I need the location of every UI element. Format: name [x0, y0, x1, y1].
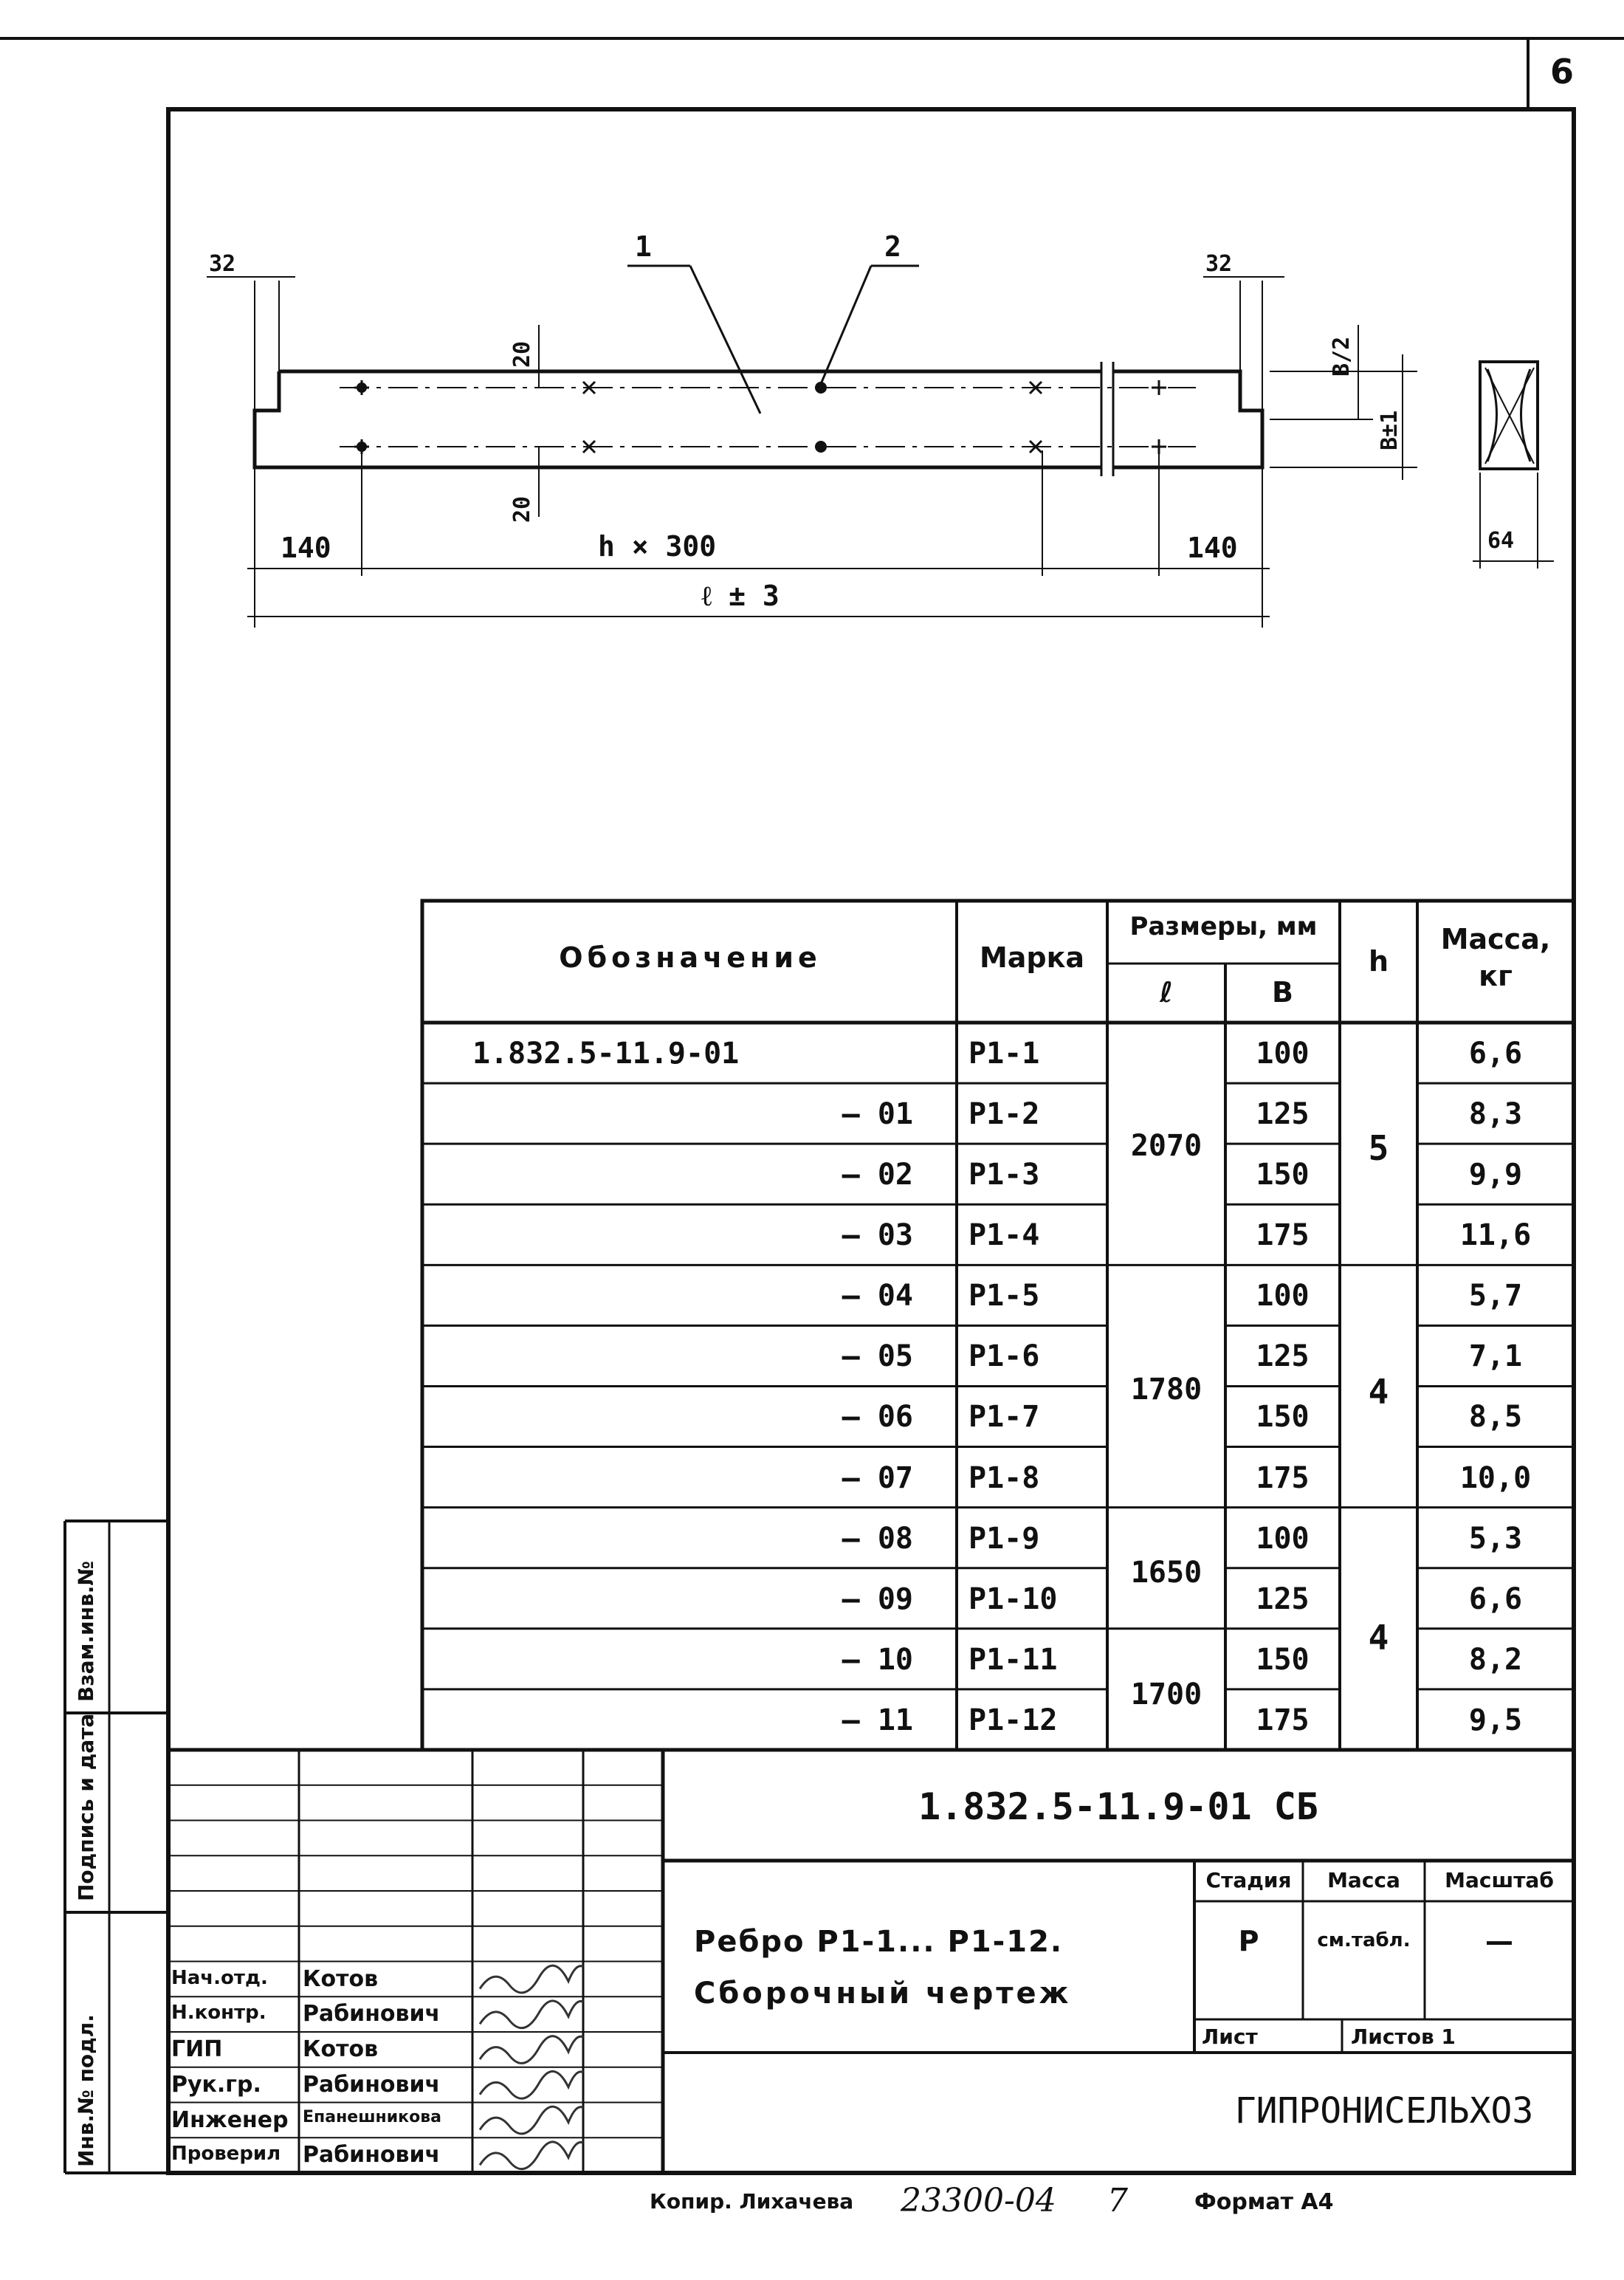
- drawing-title-line2: Сборочный чертеж: [694, 1977, 1072, 2011]
- organization: ГИПРОНИСЕЛЬХОЗ: [1234, 2090, 1534, 2132]
- footer-sheet: 7: [1107, 2182, 1128, 2219]
- drawing-title-line1: Ребро Р1-1... Р1-12.: [694, 1925, 1064, 1959]
- signer-name: Котов: [303, 1965, 379, 1992]
- header-sizes: Размеры, мм: [1129, 912, 1318, 941]
- mass-label: Масса: [1327, 1868, 1400, 1892]
- row-mark: Р1-11: [968, 1642, 1058, 1677]
- side-label-podpis: Подпись и дата: [74, 1713, 98, 1901]
- l-group-1: 2070: [1130, 1129, 1202, 1163]
- row-b: 150: [1256, 1642, 1310, 1677]
- footer-copied: Копир. Лихачева: [650, 2189, 854, 2214]
- row-mark: Р1-12: [968, 1703, 1058, 1737]
- stage-value: Р: [1238, 1925, 1259, 1957]
- dim-thickness: 64: [1487, 528, 1515, 554]
- row-mark: Р1-2: [968, 1097, 1040, 1132]
- row-designation: — 01: [842, 1097, 913, 1132]
- callout-1: 1: [635, 230, 652, 263]
- h-group-3: 4: [1368, 1618, 1389, 1658]
- l-group-4: 1700: [1130, 1678, 1202, 1711]
- signer-name: Рабинович: [303, 2001, 441, 2027]
- row-designation: — 11: [842, 1703, 913, 1737]
- header-mark: Марка: [979, 941, 1085, 974]
- header-b: В: [1272, 976, 1293, 1009]
- row-b: 125: [1256, 1339, 1310, 1374]
- row-mark: Р1-5: [968, 1279, 1040, 1314]
- callout-2: 2: [884, 230, 901, 263]
- row-mark: Р1-8: [968, 1460, 1040, 1495]
- row-b: 125: [1256, 1097, 1310, 1132]
- dim-hole-bottom: 20: [509, 495, 535, 523]
- header-l: ℓ: [1160, 976, 1173, 1009]
- row-mark: Р1-1: [968, 1037, 1040, 1071]
- l-group-2: 1780: [1130, 1373, 1202, 1407]
- row-b: 175: [1256, 1703, 1310, 1737]
- row-mass: 5,3: [1468, 1521, 1523, 1556]
- row-designation: — 03: [842, 1218, 913, 1253]
- dim-right-offset: 140: [1187, 532, 1238, 564]
- signer-role: Рук.гр.: [171, 2071, 261, 2098]
- signer-name: Епанешникова: [303, 2107, 441, 2126]
- scale-label: Масштаб: [1445, 1868, 1554, 1892]
- row-designation: — 09: [842, 1582, 913, 1616]
- row-designation: — 06: [842, 1400, 913, 1435]
- h-group-1: 5: [1368, 1128, 1389, 1168]
- signer-name: Котов: [303, 2036, 379, 2062]
- mass-value: см.табл.: [1317, 1929, 1411, 1951]
- signer-name: Рабинович: [303, 2142, 441, 2169]
- row-b: 175: [1256, 1460, 1310, 1495]
- row-mass: 11,6: [1459, 1218, 1532, 1253]
- dim-end-right: 32: [1205, 251, 1233, 277]
- row-b: 100: [1256, 1279, 1310, 1314]
- row-b: 100: [1256, 1521, 1310, 1556]
- header-h: h: [1368, 945, 1389, 978]
- row-mark: Р1-6: [968, 1339, 1040, 1374]
- row-mark: Р1-7: [968, 1400, 1040, 1435]
- row-b: 125: [1256, 1582, 1310, 1616]
- signer-role: Проверил: [171, 2143, 281, 2166]
- row-mark: Р1-9: [968, 1521, 1040, 1556]
- row-mass: 6,6: [1468, 1582, 1523, 1616]
- stage-label: Стадия: [1205, 1868, 1292, 1892]
- dim-left-offset: 140: [281, 532, 331, 564]
- dim-hole-top: 20: [509, 340, 535, 368]
- signer-name: Рабинович: [303, 2071, 441, 2098]
- footer-order: 23300-04: [901, 2182, 1056, 2219]
- side-label-vzam: Взам.инв.№: [74, 1560, 98, 1702]
- row-mass: 5,7: [1468, 1279, 1523, 1314]
- signer-role: Нач.отд.: [171, 1966, 268, 1989]
- signer-role: Инженер: [171, 2106, 289, 2133]
- header-mass-unit: кг: [1479, 960, 1513, 992]
- row-mass: 7,1: [1468, 1339, 1523, 1374]
- row-designation: — 10: [842, 1642, 913, 1677]
- sheets-label: Листов 1: [1351, 2025, 1456, 2049]
- row-designation: 1.832.5-11.9-01: [472, 1037, 740, 1071]
- row-designation: — 02: [842, 1158, 913, 1192]
- dim-length: ℓ ± 3: [701, 580, 780, 612]
- row-mass: 10,0: [1459, 1460, 1532, 1495]
- footer-format: Формат А4: [1194, 2189, 1334, 2215]
- row-b: 100: [1256, 1037, 1310, 1071]
- l-group-3: 1650: [1130, 1556, 1202, 1590]
- row-designation: — 07: [842, 1460, 913, 1495]
- row-mark: Р1-10: [968, 1582, 1058, 1616]
- dim-end-left: 32: [209, 251, 236, 277]
- scale-value: —: [1485, 1925, 1513, 1957]
- dim-spacing: h × 300: [598, 530, 717, 563]
- row-b: 150: [1256, 1158, 1310, 1192]
- signer-role: Н.контр.: [171, 2002, 266, 2025]
- row-designation: — 04: [842, 1279, 913, 1314]
- side-label-inv-podl: Инв.№ подл.: [74, 2014, 98, 2167]
- row-mass: 6,6: [1468, 1037, 1523, 1071]
- h-group-2: 4: [1368, 1372, 1389, 1412]
- row-mass: 8,5: [1468, 1400, 1523, 1435]
- row-mark: Р1-4: [968, 1218, 1040, 1253]
- row-b: 175: [1256, 1218, 1310, 1253]
- row-mass: 8,2: [1468, 1642, 1523, 1677]
- row-mass: 8,3: [1468, 1097, 1523, 1132]
- sheet-label: Лист: [1202, 2025, 1258, 2049]
- page-number: 6: [1550, 52, 1575, 92]
- header-designation: Обозначение: [559, 941, 822, 974]
- row-b: 150: [1256, 1400, 1310, 1435]
- row-mass: 9,9: [1468, 1158, 1523, 1192]
- row-mark: Р1-3: [968, 1158, 1040, 1192]
- header-mass: Масса,: [1440, 923, 1551, 955]
- row-designation: — 08: [842, 1521, 913, 1556]
- row-mass: 9,5: [1468, 1703, 1523, 1737]
- row-designation: — 05: [842, 1339, 913, 1374]
- dim-half-b: В/2: [1329, 336, 1355, 377]
- drawing-code: 1.832.5-11.9-01 СБ: [918, 1785, 1318, 1828]
- signer-role: ГИП: [171, 2036, 223, 2062]
- dim-b: В±1: [1377, 410, 1403, 450]
